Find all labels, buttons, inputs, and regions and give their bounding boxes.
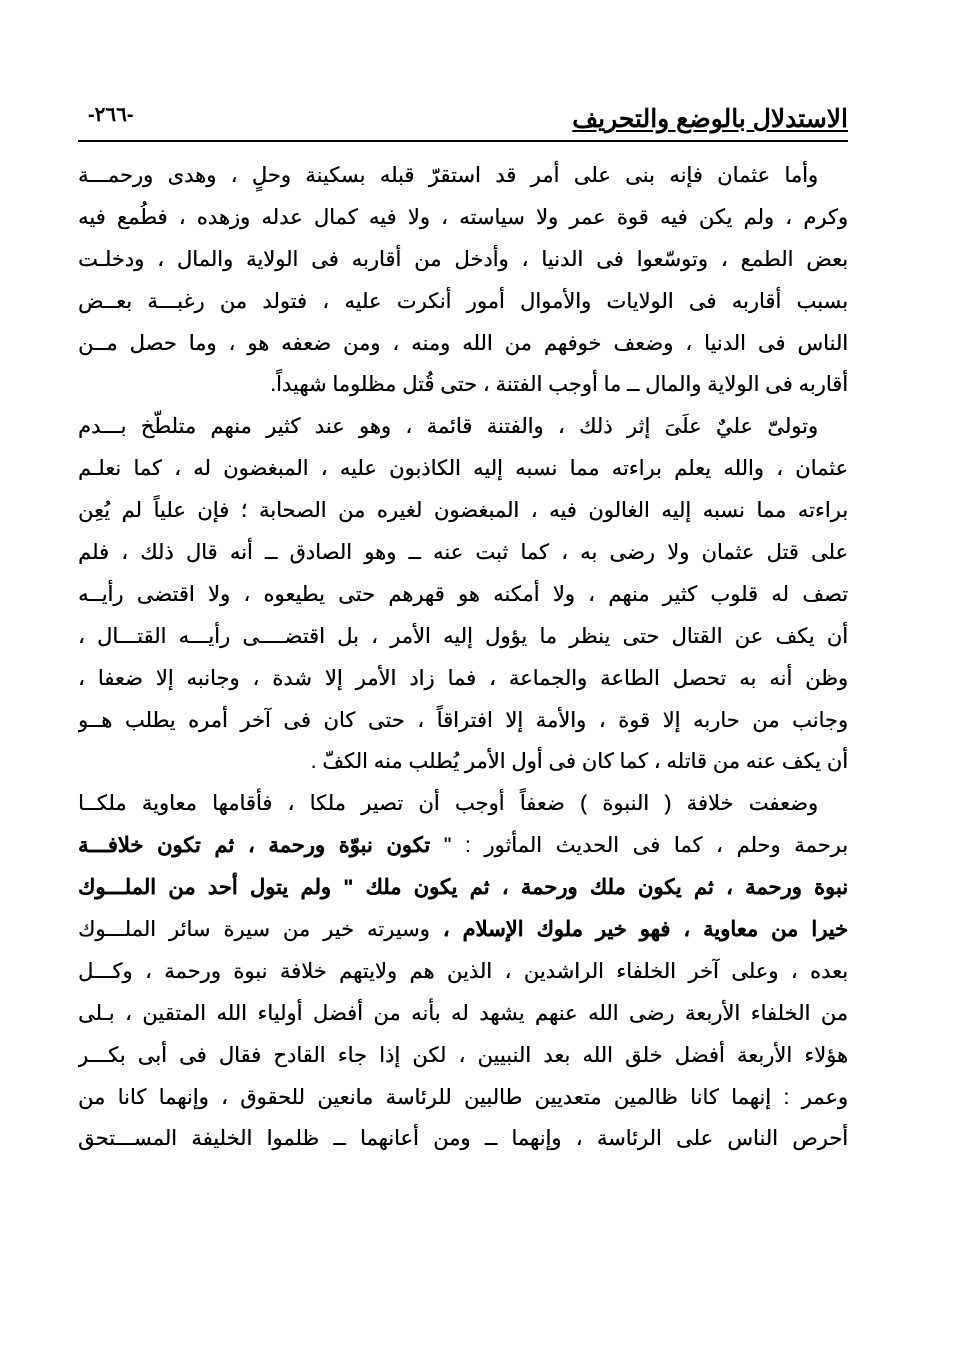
text-line (78, 281, 848, 323)
page-body (78, 155, 848, 1160)
text-segment: بعده ، وعلى آخر الخلفاء الراشدين ، الذين هم ولايتهم خلافة نبوة ورحمة ، وكـــل (78, 959, 848, 983)
text-segment: برحمة وحلم ، كما فى الحديث المأثور : " (430, 834, 848, 858)
bold-text-segment: تكون نبوّة ورحمة ، ثم تكون خلافـــة (78, 834, 431, 858)
text-segment: الناس فى الدنيا ، وضعف خوفهم من الله ومنه ، ومن ضعفه هو ، وما حصل مــن (78, 331, 848, 355)
text-line (78, 909, 848, 951)
text-line (78, 616, 848, 658)
text-line (78, 532, 848, 574)
text-segment: بعض الطمع ، وتوسّعوا فى الدنيا ، وأدخل من أقاربه فى الولاية والمال ، ودخلـت (78, 247, 848, 271)
text-line (78, 1118, 848, 1160)
text-segment: وكرم ، ولم يكن فيه قوة عمر ولا سياسته ، ولا فيه كمال عدله وزهده ، فطُمع فيه (78, 205, 848, 229)
text-line (78, 867, 848, 909)
text-segment: بسبب أقاربه فى الولايات والأموال أمور أنكرت عليه ، فتولد من رغبـــة بعــض (78, 289, 848, 313)
page-header (78, 98, 848, 142)
text-segment: عثمان ، والله يعلم براءته مما نسبه إليه الكاذبون عليه ، المبغضون له ، كما نعلـم (78, 457, 848, 481)
text-line (78, 323, 848, 365)
text-line (78, 1077, 848, 1119)
paragraph (78, 406, 848, 783)
text-line (78, 490, 848, 532)
text-line (78, 951, 848, 993)
text-segment: وعمر : إنهما كانا ظالمين متعديين طالبين للرئاسة مانعين للحقوق ، وإنهما كانا من (78, 1085, 848, 1109)
text-segment: أحرص الناس على الرئاسة ، وإنهما ــ ومن أعانهما ــ ظلموا الخليفة المســـتحق (78, 1127, 848, 1151)
paragraph (78, 155, 848, 406)
text-line (78, 197, 848, 239)
text-segment: وأما عثمان فإنه بنى على أمر قد استقرّ قبله بسكينة وحلٍ ، وهدى ورحمـــة (78, 164, 818, 187)
text-segment: وظن أنه به تحصل الطاعة والجماعة ، فما زاد الأمر إلا شدة ، وجانبه إلا ضعفا ، (78, 666, 848, 690)
text-segment: وضعفت خلافة ( النبوة ) ضعفاً أوجب أن تصير ملكا ، فأقامها معاوية ملكــا (78, 792, 818, 816)
paragraph (78, 783, 848, 1160)
text-segment: على قتل عثمان ولا رضى به ، كما ثبت عنه ــ وهو الصادق ــ أنه قال ذلك ، فلم (78, 541, 848, 565)
text-line (78, 700, 848, 742)
text-segment: براءته مما نسبه إليه الغالون فيه ، المبغضون لغيره من الصحابة ؛ فإن علياً لم يُعِن (78, 499, 848, 523)
text-segment: وجانب من حاربه إلا قوة ، والأمة إلا افتراقاً ، حتى كان فى آخر أمره يطلب هــو (78, 708, 848, 732)
text-line (78, 783, 848, 825)
text-line (78, 155, 848, 197)
text-segment: أن يكف عن القتال حتى ينظر ما يؤول إليه الأمر ، بل اقتضــــى رأيـــه القتـــال ، (78, 624, 848, 648)
running-title: الاستدلال بالوضع والتحريف (572, 105, 848, 133)
text-line (78, 448, 848, 490)
page-number: -٢٦٦- (88, 104, 134, 126)
text-line (78, 574, 848, 616)
text-segment: أقاربه فى الولاية والمال ــ ما أوجب الفتنة ، حتى قُتل مظلوما شهيداً. (270, 373, 848, 397)
text-line (78, 1035, 848, 1077)
text-segment: وتولىّ عليٌ علَىَ إثر ذلك ، والفتنة قائمة ، وهو عند كثير منهم متلطّخ بـــدم (78, 415, 818, 439)
text-line (78, 741, 848, 783)
text-line (78, 406, 848, 448)
text-segment: أن يكف عنه من قاتله ، كما كان فى أول الأمر يُطلب منه الكفّ . (310, 750, 848, 774)
text-line (78, 825, 848, 867)
text-segment: تصف له قلوب كثير منهم ، ولا أمكنه هو قهرهم حتى يطيعوه ، ولا اقتضى رأيــه (78, 582, 848, 606)
text-line (78, 993, 848, 1035)
bold-text-segment: خيرا من معاوية ، فهو خير ملوك الإسلام ، (429, 918, 848, 942)
text-line (78, 239, 848, 281)
text-segment: هؤلاء الأربعة أفضل خلق الله بعد النبيين ، لكن إذا جاء القادح فقال فى أبى بكـــر (78, 1043, 848, 1067)
bold-text-segment: نبوة ورحمة ، ثم يكون ملك ورحمة ، ثم يكون ملك " ولم يتول أحد من الملـــوك (78, 876, 848, 900)
text-segment: من الخلفاء الأربعة رضى الله عنهم يشهد له بأنه من أفضل أولياء الله المتقين ، بـلى (78, 1001, 848, 1025)
text-segment: وسيرته خير من سيرة سائر الملـــوك (78, 918, 430, 942)
text-line (78, 364, 848, 406)
text-line (78, 658, 848, 700)
